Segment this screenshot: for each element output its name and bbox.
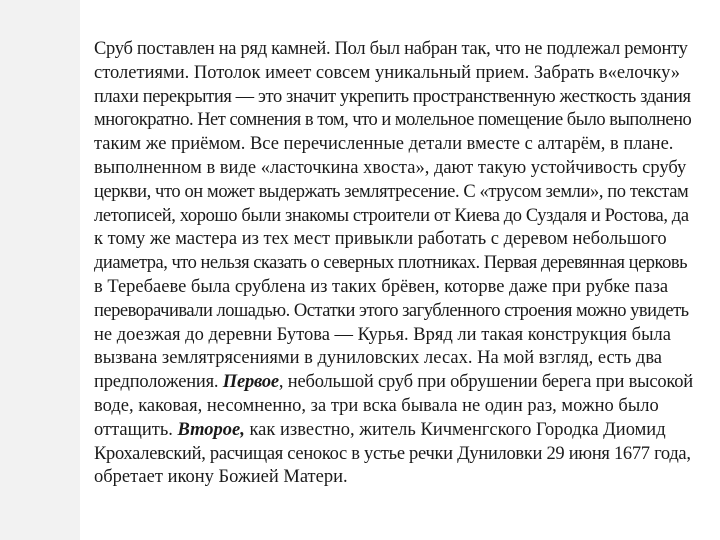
text-line bbox=[94, 419, 694, 443]
left-margin-strip bbox=[0, 0, 80, 540]
text-line: не доезжая до деревни Бутова — Курья. Вряд ли такая конструкция была bbox=[94, 324, 671, 345]
emphasis-second: Второе, bbox=[177, 419, 245, 440]
text-line: диаметра, что нельзя сказать о северных плотниках. Первая деревянная церковь bbox=[94, 253, 688, 274]
text-segment: предположения. bbox=[94, 372, 223, 393]
text-line: вызвана землятрясениями в дуниловских лесах. На мой взгляд, есть два bbox=[94, 348, 663, 369]
text-segment: как известно, житель Кичменгского Городка Диомид bbox=[244, 419, 666, 440]
text-line: столетиями. Потолок имеет совсем уникальный прием. Забрать в«елочку» bbox=[94, 62, 681, 83]
emphasis-first: Первое bbox=[222, 372, 279, 393]
text-line: церкви, что он может выдержать землятресение. С «трусом земли», по текстам bbox=[94, 181, 689, 202]
text-line: многократно. Нет сомнения в том, что и молельное помещение было выполнено bbox=[94, 110, 692, 131]
text-line: летописей, хорошо были знакомы строители от Киева до Суздаля и Ростова, да bbox=[94, 205, 689, 226]
text-line: обретает икону Божией Матери. bbox=[94, 467, 348, 488]
text-line: к тому же мастера из тех мест привыкли работать с деревом небольшого bbox=[94, 229, 667, 250]
text-line: переворачивали лошадью. Остатки этого загубленного строения можно увидеть bbox=[94, 300, 689, 321]
text-line: Сруб поставлен на ряд камней. Пол был набран так, что не подлежал ремонту bbox=[94, 39, 688, 59]
text-line: выполненном в виде «ласточкина хвоста», дают такую устойчивость срубу bbox=[94, 157, 687, 178]
document-text bbox=[94, 38, 694, 490]
text-line bbox=[94, 371, 694, 395]
text-line: Крохалевский, расчищая сенокос в устье речки Дуниловки 29 июня 1677 года, bbox=[94, 443, 691, 464]
text-line: таким же приёмом. Все перечисленные детали вместе с алтарём, в плане. bbox=[94, 134, 674, 155]
text-segment: , небольшой сруб при обрушении берега при высокой bbox=[278, 372, 693, 393]
text-line: плахи перекрытия — это значит укрепить пространственную жесткость здания bbox=[94, 86, 691, 107]
text-line: воде, каковая, несомненно, за три вска бывала не один раз, можно было bbox=[94, 395, 659, 416]
text-segment: оттащить. bbox=[94, 419, 178, 440]
text-line: в Теребаеве была срублена из таких брёвен, которве даже при рубке паза bbox=[94, 276, 669, 297]
